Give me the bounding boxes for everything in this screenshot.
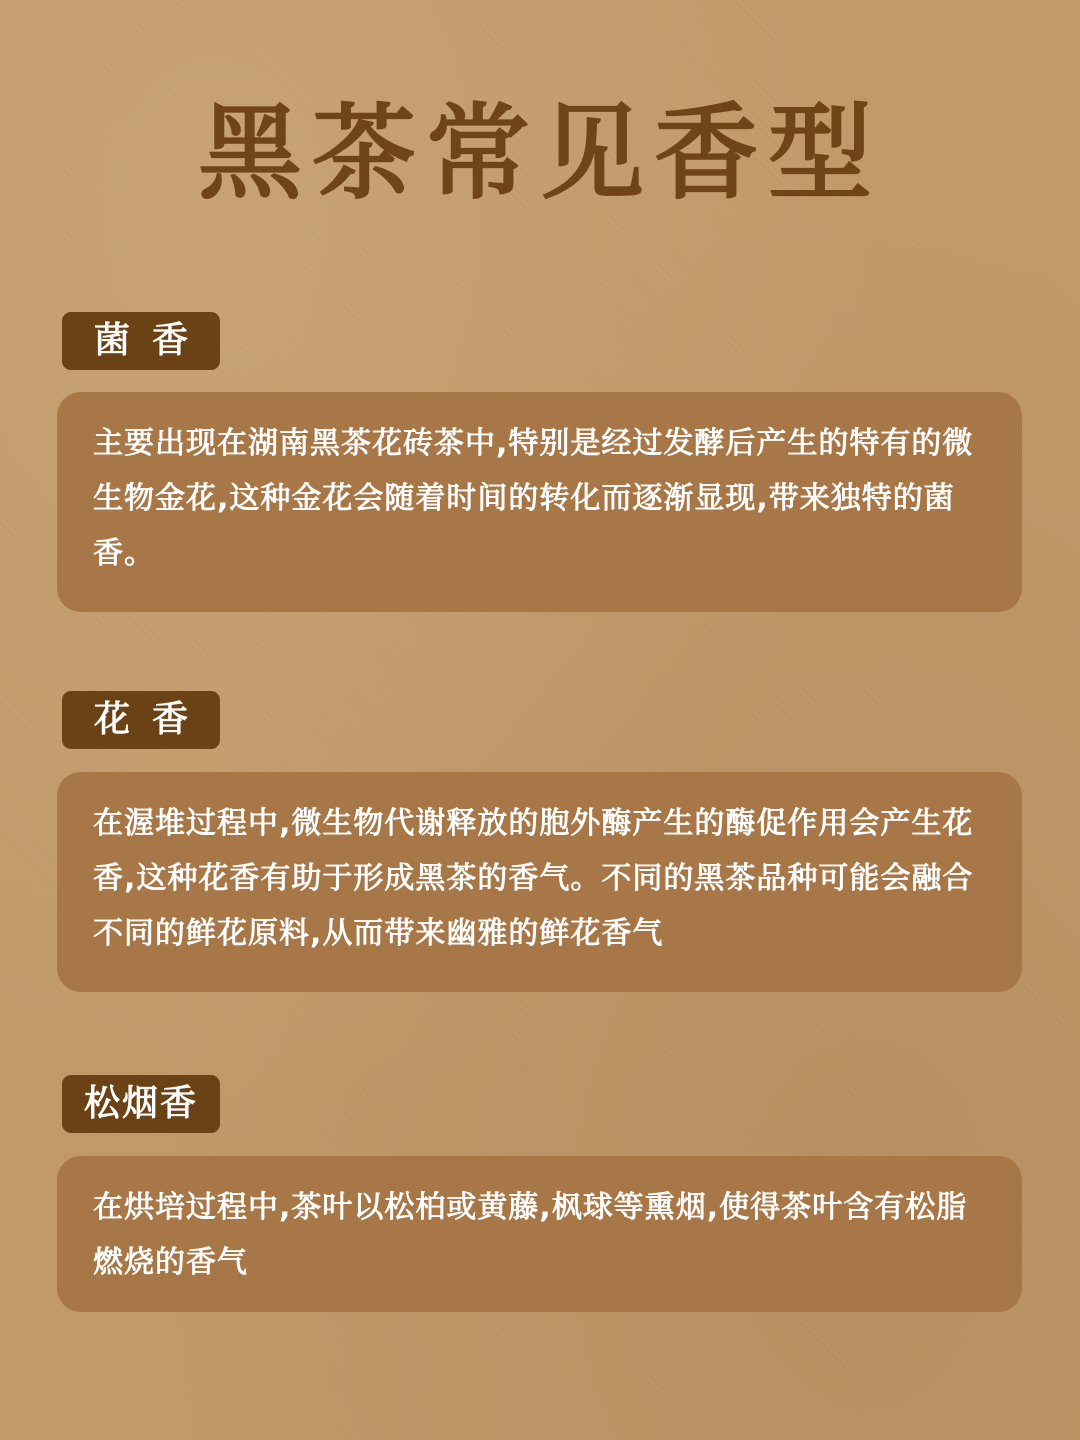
section-card-mushroom-aroma	[57, 392, 1022, 612]
page-title: 黑茶常见香型	[197, 91, 882, 214]
section-description: 主要出现在湖南黑茶花砖茶中,特别是经过发酵后产生的特有的微生物金花,这种金花会随着时间的转化而逐渐显现,带来独特的菌香。	[93, 426, 974, 571]
section-tag-pine-smoke-aroma: 松烟香	[62, 1075, 220, 1133]
section-card-floral-aroma	[57, 772, 1022, 992]
section-description: 在渥堆过程中,微生物代谢释放的胞外酶产生的酶促作用会产生花香,这种花香有助于形成黑茶的香气。不同的黑茶品种可能会融合不同的鲜花原料,从而带来幽雅的鲜花香气	[93, 806, 974, 951]
section-tag-mushroom-aroma: 菌香	[62, 312, 220, 370]
section-card-pine-smoke-aroma	[57, 1156, 1022, 1312]
section-tag-floral-aroma: 花香	[62, 691, 220, 749]
section-description: 在烘培过程中,茶叶以松柏或黄藤,枫球等熏烟,使得茶叶含有松脂燃烧的香气	[93, 1190, 968, 1280]
